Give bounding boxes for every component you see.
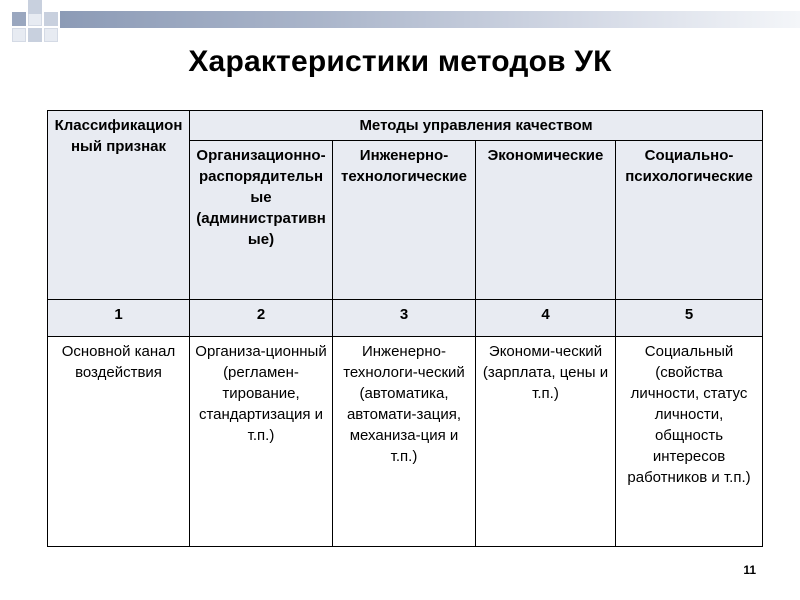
table-cell bbox=[616, 337, 763, 547]
column-number: 3 bbox=[333, 300, 476, 337]
decor-square bbox=[28, 0, 42, 14]
table-cell bbox=[476, 337, 616, 547]
method-header-social: Социально-психологические bbox=[625, 147, 753, 185]
method-header-economic: Экономические bbox=[487, 147, 604, 164]
decor-square bbox=[12, 28, 26, 42]
table-cell bbox=[190, 337, 333, 547]
method-header-cell bbox=[333, 141, 476, 300]
method-header-engineering: Инженерно-технологические bbox=[341, 147, 467, 185]
decor-square bbox=[28, 12, 42, 26]
row-label: Основной канал воздействия bbox=[61, 343, 176, 381]
column-number-row bbox=[48, 300, 763, 337]
table-row bbox=[48, 337, 763, 547]
method-header-administrative: Организационно-распорядительные (административные) bbox=[196, 147, 326, 248]
column-number: 1 bbox=[48, 300, 190, 337]
cell-administrative: Организа-ционный (регламен-тирование, стандартизация и т.п.) bbox=[195, 343, 327, 444]
page-number: 11 bbox=[743, 563, 756, 577]
decor-square bbox=[12, 12, 26, 26]
method-header-cell bbox=[476, 141, 616, 300]
method-header-cell bbox=[190, 141, 333, 300]
column-number: 5 bbox=[616, 300, 763, 337]
methods-header-cell bbox=[190, 111, 763, 141]
method-header-cell bbox=[616, 141, 763, 300]
cell-social: Социальный (свойства личности, статус личности, общность интересов работников и т.п.) bbox=[627, 343, 751, 486]
row-label-cell bbox=[48, 337, 190, 547]
methods-table bbox=[47, 110, 763, 547]
header-gradient-bar bbox=[60, 11, 800, 28]
table-header-row bbox=[48, 111, 763, 141]
column-number: 4 bbox=[476, 300, 616, 337]
decor-square bbox=[44, 12, 58, 26]
classification-header-cell bbox=[48, 111, 190, 300]
table-cell bbox=[333, 337, 476, 547]
decor-square bbox=[28, 28, 42, 42]
column-number: 2 bbox=[190, 300, 333, 337]
slide-title: Характеристики методов УК bbox=[188, 45, 612, 78]
decor-square bbox=[44, 28, 58, 42]
classification-header: Классификационный признак bbox=[54, 117, 183, 155]
methods-header: Методы управления качеством bbox=[359, 117, 593, 134]
cell-engineering: Инженерно-технологи-ческий (автоматика, автомати-зация, механиза-ция и т.п.) bbox=[343, 343, 465, 465]
cell-economic: Экономи-ческий (зарплата, цены и т.п.) bbox=[482, 343, 609, 402]
